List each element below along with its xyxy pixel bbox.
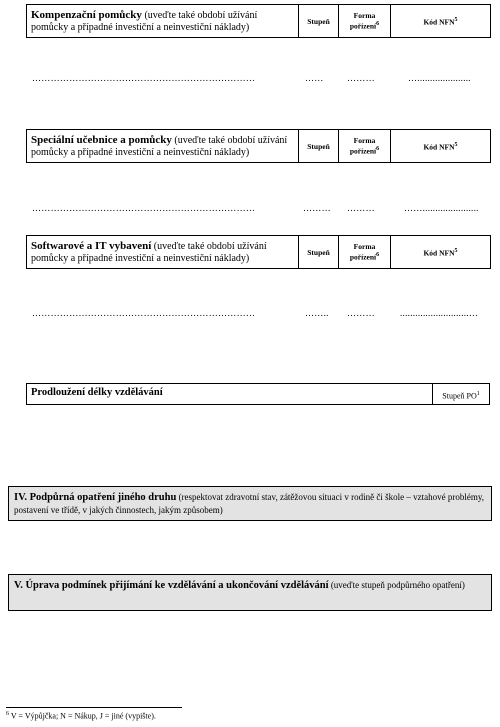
fill-line-stupen: …… xyxy=(305,73,324,83)
footnote-mark: 6 xyxy=(6,711,9,717)
section-note: (uveďte také období užívání pomůcky a případné investiční a neinvestiční náklady) xyxy=(31,240,267,264)
fill-line-forma: ……… xyxy=(347,203,375,213)
fill-line-forma: ……… xyxy=(347,73,375,83)
section-v-text: (uveďte stupeň podpůrného opatření) xyxy=(330,580,465,590)
section-title: Speciální učebnice a pomůcky xyxy=(31,133,172,146)
prodlouzeni-box xyxy=(26,383,490,405)
section-title: Softwarové a IT vybavení xyxy=(31,239,152,252)
prodlouzeni-col: Stupeň $PO^1$ xyxy=(432,384,489,404)
fill-line-kod: ……...................... xyxy=(404,203,479,213)
softwarove-it-table xyxy=(26,235,491,269)
col-stupen: Stupeň xyxy=(299,5,339,38)
footnote-text: V = Výpůjčka; N = Nákup, J = jiné (vypište). xyxy=(10,711,156,721)
section-label xyxy=(27,236,299,269)
col-kod-nfn: Kód NFN$^5$ xyxy=(391,130,491,163)
section-note: (uveďte také období užívání pomůcky a případné investiční a neinvestiční náklady) xyxy=(31,134,288,158)
col-forma-porizeni: Forma pořízení$^6$ xyxy=(339,236,391,269)
prodlouzeni-title: Prodloužení délky vzdělávání xyxy=(31,387,163,398)
section-note: (uveďte také období užívání pomůcky a případné investiční a neinvestiční náklady) xyxy=(31,9,258,33)
section-v xyxy=(8,574,492,611)
specialni-ucebnice-table xyxy=(26,129,491,163)
fill-line-main: ……………………………………………………………… xyxy=(32,73,256,83)
col-stupen: Stupeň xyxy=(299,236,339,269)
section-v-title: V. Úprava podmínek přijímání ke vzdělávání a ukončování vzdělávání xyxy=(14,580,329,591)
fill-line-kod: ...........................… xyxy=(400,308,479,318)
section-iv-text: (respektovat zdravotní stav, zátěžovou situaci v rodině či škole – vztahové problémy, postavení ve třídě, v jakých činnostech, jakým způsobem) xyxy=(14,492,485,515)
col-kod-nfn: Kód NFN$^5$ xyxy=(391,5,491,38)
kompenzacni-pomucky-table xyxy=(26,4,491,38)
col-forma-porizeni: Forma pořízení$^6$ xyxy=(339,5,391,38)
col-forma-porizeni: Forma pořízení$^6$ xyxy=(339,130,391,163)
fill-line-main: ……………………………………………………………… xyxy=(32,203,256,213)
footnote xyxy=(6,711,156,721)
fill-line-kod: …..................... xyxy=(408,73,471,83)
fill-line-forma: ……… xyxy=(347,308,375,318)
fill-line-stupen: …….. xyxy=(305,308,329,318)
section-iv-title: IV. Podpůrná opatření jiného druhu xyxy=(14,492,177,503)
fill-line-main: ……………………………………………………………… xyxy=(32,308,256,318)
fill-line-stupen: ……… xyxy=(303,203,331,213)
footnote-rule xyxy=(6,707,182,708)
col-kod-nfn: Kód NFN$^5$ xyxy=(391,236,491,269)
section-label xyxy=(27,5,299,38)
section-label xyxy=(27,130,299,163)
col-stupen: Stupeň xyxy=(299,130,339,163)
section-iv xyxy=(8,486,492,521)
section-title: Kompenzační pomůcky xyxy=(31,8,142,21)
